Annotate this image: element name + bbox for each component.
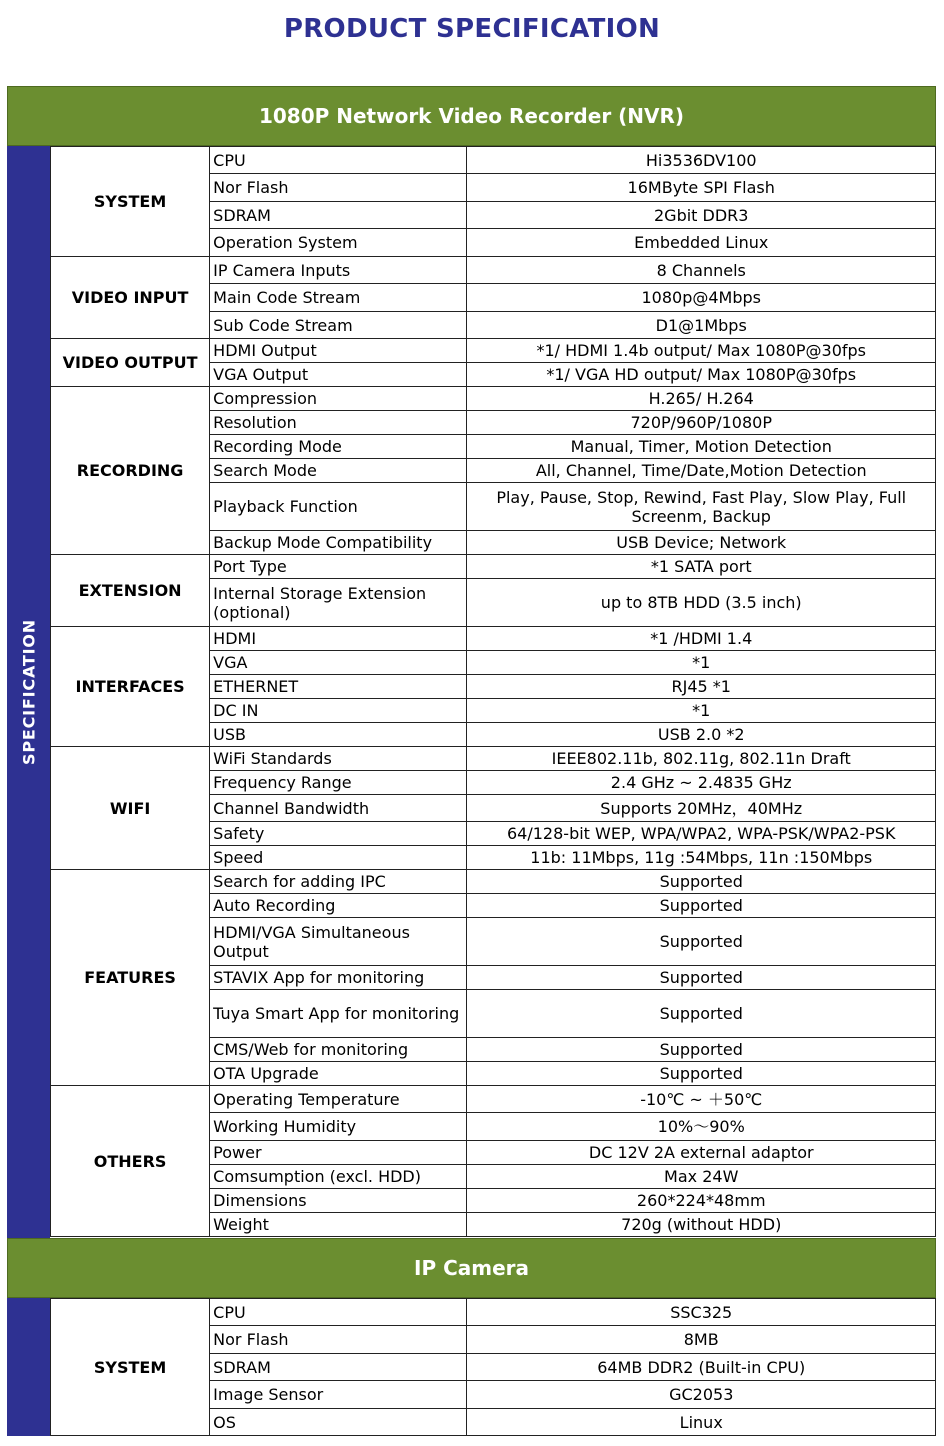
spec-key: Channel Bandwidth (210, 795, 467, 822)
spec-value: Supported (467, 870, 936, 894)
spec-key: Tuya Smart App for monitoring (210, 990, 467, 1038)
spec-key: USB (210, 723, 467, 747)
spec-key: Port Type (210, 555, 467, 579)
ipc-side-strip (7, 1298, 50, 1436)
spec-row (51, 1086, 936, 1113)
spec-row (51, 257, 936, 284)
spec-key: Operating Temperature (210, 1086, 467, 1113)
spec-value: Supported (467, 1062, 936, 1086)
page-title: PRODUCT SPECIFICATION (283, 14, 661, 44)
category-label: SYSTEM (51, 1299, 210, 1436)
spec-key: IP Camera Inputs (210, 257, 467, 284)
spec-key: HDMI (210, 627, 467, 651)
spec-value: Manual, Timer, Motion Detection (467, 435, 936, 459)
spec-key: VGA Output (210, 363, 467, 387)
spec-row (51, 387, 936, 411)
spec-row (51, 627, 936, 651)
spec-value: 2.4 GHz ~ 2.4835 GHz (467, 771, 936, 795)
spec-key: Compression (210, 387, 467, 411)
spec-value: Supported (467, 1038, 936, 1062)
spec-key: Speed (210, 846, 467, 870)
spec-key: Main Code Stream (210, 284, 467, 312)
spec-key: Sub Code Stream (210, 312, 467, 339)
spec-value: All, Channel, Time/Date,Motion Detection (467, 459, 936, 483)
spec-value: USB 2.0 *2 (467, 723, 936, 747)
ipc-spec-table (50, 1298, 936, 1436)
spec-value: DC 12V 2A external adaptor (467, 1141, 936, 1165)
spec-key: Backup Mode Compatibility (210, 531, 467, 555)
spec-value: Linux (467, 1409, 936, 1436)
spec-key: HDMI/VGA Simultaneous Output (210, 918, 467, 966)
spec-value: Supported (467, 966, 936, 990)
spec-value: Supported (467, 894, 936, 918)
ipc-section-header: IP Camera (7, 1238, 936, 1298)
spec-value: Max 24W (467, 1165, 936, 1189)
category-label: EXTENSION (51, 555, 210, 627)
spec-key: CPU (210, 147, 467, 174)
spec-value: -10℃ ~ ＋50℃ (467, 1086, 936, 1113)
spec-value: 260*224*48mm (467, 1189, 936, 1213)
category-label: FEATURES (51, 870, 210, 1086)
spec-key: Working Humidity (210, 1113, 467, 1141)
spec-value: RJ45 *1 (467, 675, 936, 699)
spec-key: OS (210, 1409, 467, 1436)
category-label: OTHERS (51, 1086, 210, 1237)
spec-key: Nor Flash (210, 174, 467, 202)
spec-value: Hi3536DV100 (467, 147, 936, 174)
spec-key: Image Sensor (210, 1381, 467, 1409)
spec-row (51, 870, 936, 894)
spec-key: CPU (210, 1299, 467, 1326)
spec-value: IEEE802.11b, 802.11g, 802.11n Draft (467, 747, 936, 771)
spec-key: Recording Mode (210, 435, 467, 459)
spec-value: *1 (467, 651, 936, 675)
spec-row (51, 555, 936, 579)
spec-row (51, 339, 936, 363)
spec-key: Auto Recording (210, 894, 467, 918)
spec-value: 8MB (467, 1326, 936, 1354)
spec-value: 720g (without HDD) (467, 1213, 936, 1237)
spec-key: HDMI Output (210, 339, 467, 363)
spec-key: Nor Flash (210, 1326, 467, 1354)
category-label: VIDEO INPUT (51, 257, 210, 339)
spec-value: *1 (467, 699, 936, 723)
spec-value: D1@1Mbps (467, 312, 936, 339)
spec-key: Weight (210, 1213, 467, 1237)
spec-value: *1/ HDMI 1.4b output/ Max 1080P@30fps (467, 339, 936, 363)
spec-value: 2Gbit DDR3 (467, 202, 936, 229)
spec-value: SSC325 (467, 1299, 936, 1326)
category-label: SYSTEM (51, 147, 210, 257)
spec-row (51, 1299, 936, 1326)
spec-key: STAVIX App for monitoring (210, 966, 467, 990)
spec-value: GC2053 (467, 1381, 936, 1409)
spec-key: Frequency Range (210, 771, 467, 795)
spec-value: *1 /HDMI 1.4 (467, 627, 936, 651)
spec-key: Dimensions (210, 1189, 467, 1213)
spec-value: Supports 20MHz，40MHz (467, 795, 936, 822)
spec-key: Search for adding IPC (210, 870, 467, 894)
nvr-spec-table (50, 146, 936, 1237)
spec-value: *1 SATA port (467, 555, 936, 579)
spec-key: Resolution (210, 411, 467, 435)
spec-key: DC IN (210, 699, 467, 723)
spec-value: 64/128-bit WEP, WPA/WPA2, WPA-PSK/WPA2-PSK (467, 822, 936, 846)
spec-value: 11b: 11Mbps, 11g :54Mbps, 11n :150Mbps (467, 846, 936, 870)
spec-key: SDRAM (210, 1354, 467, 1381)
specification-side-label (7, 146, 50, 1238)
spec-value: Play, Pause, Stop, Rewind, Fast Play, Slow Play, Full Screenm, Backup (467, 483, 936, 531)
category-label: VIDEO OUTPUT (51, 339, 210, 387)
category-label: WIFI (51, 747, 210, 870)
spec-key: CMS/Web for monitoring (210, 1038, 467, 1062)
spec-value: H.265/ H.264 (467, 387, 936, 411)
category-label: INTERFACES (51, 627, 210, 747)
spec-row (51, 147, 936, 174)
spec-value: Supported (467, 990, 936, 1038)
spec-value: 10%～90% (467, 1113, 936, 1141)
spec-key: Operation System (210, 229, 467, 257)
spec-key: ETHERNET (210, 675, 467, 699)
spec-key: Safety (210, 822, 467, 846)
spec-key: SDRAM (210, 202, 467, 229)
nvr-section-header: 1080P Network Video Recorder (NVR) (7, 86, 936, 146)
spec-key: Internal Storage Extension (optional) (210, 579, 467, 627)
spec-value: 1080p@4Mbps (467, 284, 936, 312)
spec-key: Playback Function (210, 483, 467, 531)
spec-value: 16MByte SPI Flash (467, 174, 936, 202)
spec-key: VGA (210, 651, 467, 675)
spec-key: OTA Upgrade (210, 1062, 467, 1086)
spec-value: *1/ VGA HD output/ Max 1080P@30fps (467, 363, 936, 387)
category-label: RECORDING (51, 387, 210, 555)
spec-value: up to 8TB HDD (3.5 inch) (467, 579, 936, 627)
spec-value: Supported (467, 918, 936, 966)
spec-key: WiFi Standards (210, 747, 467, 771)
spec-value: USB Device; Network (467, 531, 936, 555)
spec-value: 8 Channels (467, 257, 936, 284)
spec-value: Embedded Linux (467, 229, 936, 257)
specification-side-text: SPECIFICATION (19, 619, 38, 765)
spec-key: Search Mode (210, 459, 467, 483)
spec-key: Comsumption (excl. HDD) (210, 1165, 467, 1189)
spec-value: 64MB DDR2 (Built-in CPU) (467, 1354, 936, 1381)
spec-key: Power (210, 1141, 467, 1165)
spec-value: 720P/960P/1080P (467, 411, 936, 435)
spec-row (51, 747, 936, 771)
